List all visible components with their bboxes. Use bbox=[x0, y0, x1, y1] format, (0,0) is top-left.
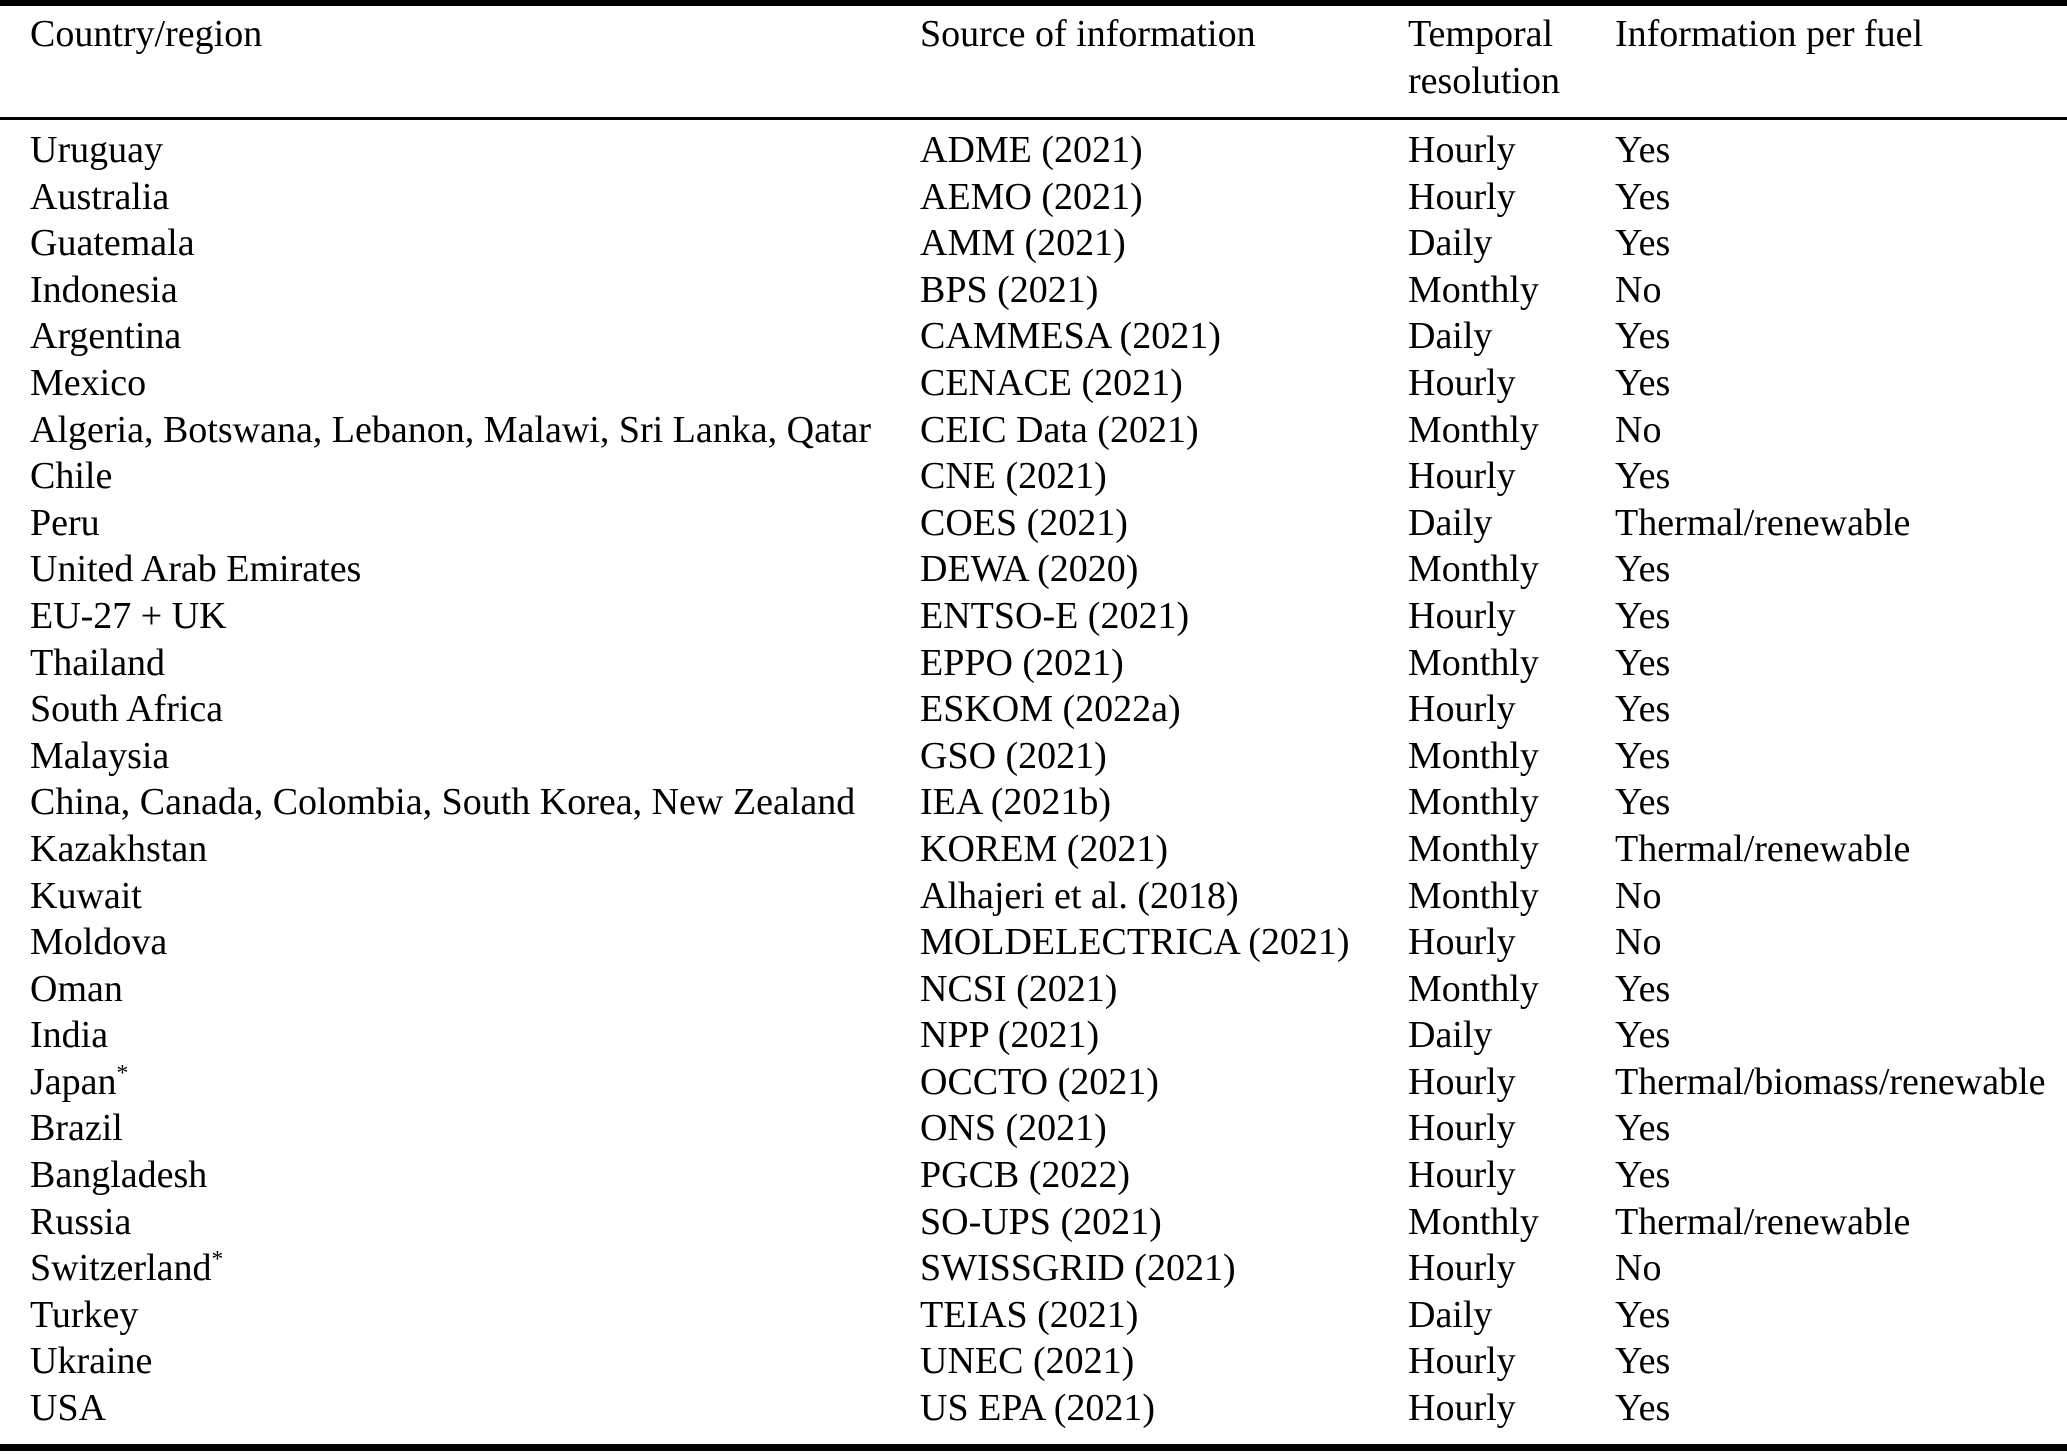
info-per-fuel-cell: Yes bbox=[1615, 1107, 1671, 1150]
temporal-resolution-cell: Hourly bbox=[1408, 361, 1516, 404]
table-row bbox=[30, 1199, 2047, 1246]
country-cell: Guatemala bbox=[30, 222, 195, 265]
source-cell: BPS (2021) bbox=[920, 268, 1099, 311]
temporal-resolution-cell: Hourly bbox=[1408, 1340, 1516, 1383]
source-cell: AEMO (2021) bbox=[920, 175, 1143, 218]
country-cell: China, Canada, Colombia, South Korea, New Zealand bbox=[30, 781, 856, 824]
country-cell: Russia bbox=[30, 1200, 132, 1243]
table-bottom-rule bbox=[0, 1444, 2067, 1451]
source-cell: ADME (2021) bbox=[920, 129, 1143, 171]
source-cell: CNE (2021) bbox=[920, 455, 1107, 498]
source-cell: DEWA (2020) bbox=[920, 548, 1139, 591]
info-per-fuel-cell: Yes bbox=[1615, 967, 1671, 1010]
temporal-resolution-cell: Hourly bbox=[1408, 1060, 1516, 1103]
country-cell: Turkey bbox=[30, 1293, 139, 1336]
table-row bbox=[30, 1338, 2047, 1385]
table-row bbox=[30, 267, 2047, 314]
source-cell: CAMMESA (2021) bbox=[920, 315, 1221, 358]
info-per-fuel-cell: Yes bbox=[1615, 1154, 1671, 1197]
source-cell: AMM (2021) bbox=[920, 222, 1126, 265]
source-cell: OCCTO (2021) bbox=[920, 1060, 1159, 1103]
info-per-fuel-cell: No bbox=[1615, 268, 1662, 311]
temporal-resolution-cell: Daily bbox=[1408, 501, 1493, 544]
info-per-fuel-cell: Thermal/biomass/renewable bbox=[1615, 1060, 2046, 1103]
country-cell: USA bbox=[30, 1387, 107, 1430]
country-cell: India bbox=[30, 1014, 109, 1057]
table-row bbox=[30, 546, 2047, 593]
info-per-fuel-cell: Yes bbox=[1615, 1014, 1671, 1057]
country-cell: Indonesia bbox=[30, 268, 178, 311]
info-per-fuel-cell: Yes bbox=[1615, 548, 1671, 591]
source-cell: CENACE (2021) bbox=[920, 361, 1183, 404]
info-per-fuel-cell: No bbox=[1615, 1247, 1662, 1290]
temporal-resolution-cell: Monthly bbox=[1408, 548, 1539, 591]
temporal-resolution-cell: Hourly bbox=[1408, 175, 1516, 218]
info-per-fuel-cell: Yes bbox=[1615, 1340, 1671, 1383]
source-cell: TEIAS (2021) bbox=[920, 1293, 1139, 1336]
table-row bbox=[30, 1245, 2047, 1292]
info-per-fuel-cell: Yes bbox=[1615, 129, 1671, 171]
temporal-resolution-cell: Daily bbox=[1408, 1014, 1493, 1057]
source-cell: NPP (2021) bbox=[920, 1014, 1100, 1057]
source-cell: EPPO (2021) bbox=[920, 641, 1124, 684]
info-per-fuel-cell: Yes bbox=[1615, 594, 1671, 637]
table-row bbox=[30, 1105, 2047, 1152]
temporal-resolution-cell: Monthly bbox=[1408, 641, 1539, 684]
info-per-fuel-cell: Yes bbox=[1615, 781, 1671, 824]
table-row bbox=[30, 826, 2047, 873]
temporal-resolution-cell: Daily bbox=[1408, 1293, 1493, 1336]
table-header bbox=[30, 6, 2047, 117]
country-cell: South Africa bbox=[30, 688, 224, 731]
source-cell: Alhajeri et al. (2018) bbox=[920, 874, 1239, 917]
header-divider-rule bbox=[0, 117, 2067, 120]
data-sources-table bbox=[30, 6, 2047, 1432]
source-cell: PGCB (2022) bbox=[920, 1154, 1131, 1197]
source-cell: ENTSO-E (2021) bbox=[920, 594, 1190, 637]
country-cell: Argentina bbox=[30, 315, 182, 358]
temporal-resolution-cell: Daily bbox=[1408, 222, 1493, 265]
country-cell: Peru bbox=[30, 501, 100, 544]
temporal-resolution-cell: Hourly bbox=[1408, 129, 1516, 171]
temporal-resolution-cell: Hourly bbox=[1408, 1154, 1516, 1197]
temporal-resolution-cell: Monthly bbox=[1408, 268, 1539, 311]
temporal-resolution-cell: Hourly bbox=[1408, 594, 1516, 637]
temporal-resolution-cell: Hourly bbox=[1408, 1247, 1516, 1290]
info-per-fuel-cell: Thermal/renewable bbox=[1615, 501, 1911, 544]
info-per-fuel-cell: Yes bbox=[1615, 315, 1671, 358]
table-row bbox=[30, 174, 2047, 221]
temporal-resolution-cell: Monthly bbox=[1408, 781, 1539, 824]
country-cell: Algeria, Botswana, Lebanon, Malawi, Sri Lanka, Qatar bbox=[30, 408, 872, 451]
country-cell: Moldova bbox=[30, 921, 168, 964]
table-row bbox=[30, 313, 2047, 360]
source-cell: COES (2021) bbox=[920, 501, 1128, 544]
temporal-resolution-cell: Hourly bbox=[1408, 1387, 1516, 1430]
country-cell: Ukraine bbox=[30, 1340, 153, 1383]
source-cell: US EPA (2021) bbox=[920, 1387, 1156, 1430]
country-cell: United Arab Emirates bbox=[30, 548, 362, 591]
temporal-resolution-cell: Hourly bbox=[1408, 1107, 1516, 1150]
table-row bbox=[30, 117, 2047, 174]
country-cell: Kuwait bbox=[30, 874, 142, 917]
table-row bbox=[30, 407, 2047, 454]
country-cell: Brazil bbox=[30, 1107, 123, 1150]
info-per-fuel-cell: Yes bbox=[1615, 361, 1671, 404]
column-header-information-per-fuel: Information per fuel bbox=[1615, 13, 1924, 55]
temporal-resolution-cell: Monthly bbox=[1408, 734, 1539, 777]
source-cell: SWISSGRID (2021) bbox=[920, 1247, 1236, 1290]
temporal-resolution-cell: Monthly bbox=[1408, 967, 1539, 1010]
info-per-fuel-cell: Thermal/renewable bbox=[1615, 1200, 1911, 1243]
info-per-fuel-cell: Yes bbox=[1615, 688, 1671, 731]
source-cell: MOLDELECTRICA (2021) bbox=[920, 921, 1350, 964]
info-per-fuel-cell: No bbox=[1615, 408, 1662, 451]
temporal-resolution-cell: Monthly bbox=[1408, 827, 1539, 870]
country-cell: Oman bbox=[30, 967, 123, 1010]
source-cell: ESKOM (2022a) bbox=[920, 688, 1181, 731]
table-row bbox=[30, 1292, 2047, 1339]
table-row bbox=[30, 453, 2047, 500]
country-cell: Uruguay bbox=[30, 129, 163, 171]
info-per-fuel-cell: No bbox=[1615, 874, 1662, 917]
temporal-resolution-cell: Hourly bbox=[1408, 921, 1516, 964]
source-cell: SO-UPS (2021) bbox=[920, 1200, 1162, 1243]
source-cell: KOREM (2021) bbox=[920, 827, 1169, 870]
country-cell: Australia bbox=[30, 175, 170, 218]
country-cell: Bangladesh bbox=[30, 1154, 208, 1197]
table-row bbox=[30, 1012, 2047, 1059]
temporal-resolution-cell: Hourly bbox=[1408, 688, 1516, 731]
table-row bbox=[30, 919, 2047, 966]
country-cell: Thailand bbox=[30, 641, 166, 684]
footnote-asterisk: * bbox=[116, 1060, 129, 1087]
info-per-fuel-cell: Yes bbox=[1615, 1387, 1671, 1430]
table-row bbox=[30, 1385, 2047, 1432]
temporal-resolution-cell: Monthly bbox=[1408, 1200, 1539, 1243]
table-row bbox=[30, 500, 2047, 547]
info-per-fuel-cell: Yes bbox=[1615, 455, 1671, 498]
temporal-resolution-cell: Daily bbox=[1408, 315, 1493, 358]
table-row bbox=[30, 640, 2047, 687]
table-row bbox=[30, 733, 2047, 780]
table-row bbox=[30, 966, 2047, 1013]
temporal-resolution-cell: Monthly bbox=[1408, 408, 1539, 451]
source-cell: UNEC (2021) bbox=[920, 1340, 1135, 1383]
source-cell: GSO (2021) bbox=[920, 734, 1107, 777]
info-per-fuel-cell: No bbox=[1615, 921, 1662, 964]
country-cell: Japan* bbox=[30, 1060, 129, 1103]
table-row bbox=[30, 686, 2047, 733]
column-header-temporal-resolution: Temporal resolution bbox=[1408, 13, 1560, 102]
info-per-fuel-cell: Yes bbox=[1615, 222, 1671, 265]
table-row bbox=[30, 593, 2047, 640]
column-header-source-of-information: Source of information bbox=[920, 13, 1256, 55]
column-header-country-region: Country/region bbox=[30, 13, 263, 55]
country-cell: Mexico bbox=[30, 361, 147, 404]
table-row bbox=[30, 779, 2047, 826]
source-cell: CEIC Data (2021) bbox=[920, 408, 1199, 451]
country-cell: Chile bbox=[30, 455, 113, 498]
source-cell: NCSI (2021) bbox=[920, 967, 1118, 1010]
footnote-asterisk: * bbox=[211, 1246, 224, 1273]
temporal-resolution-cell: Monthly bbox=[1408, 874, 1539, 917]
table-row bbox=[30, 1152, 2047, 1199]
info-per-fuel-cell: Thermal/renewable bbox=[1615, 827, 1911, 870]
source-cell: ONS (2021) bbox=[920, 1107, 1107, 1150]
table-row bbox=[30, 1059, 2047, 1106]
country-cell: Malaysia bbox=[30, 734, 170, 777]
temporal-resolution-cell: Hourly bbox=[1408, 455, 1516, 498]
info-per-fuel-cell: Yes bbox=[1615, 1293, 1671, 1336]
info-per-fuel-cell: Yes bbox=[1615, 734, 1671, 777]
table-body bbox=[30, 117, 2047, 1432]
country-cell: Switzerland* bbox=[30, 1246, 224, 1290]
source-cell: IEA (2021b) bbox=[920, 781, 1112, 824]
info-per-fuel-cell: Yes bbox=[1615, 175, 1671, 218]
table-row bbox=[30, 220, 2047, 267]
table-row bbox=[30, 873, 2047, 920]
table-row bbox=[30, 360, 2047, 407]
country-cell: EU-27 + UK bbox=[30, 594, 227, 637]
header-row bbox=[30, 6, 2047, 117]
info-per-fuel-cell: Yes bbox=[1615, 641, 1671, 684]
country-cell: Kazakhstan bbox=[30, 827, 208, 870]
